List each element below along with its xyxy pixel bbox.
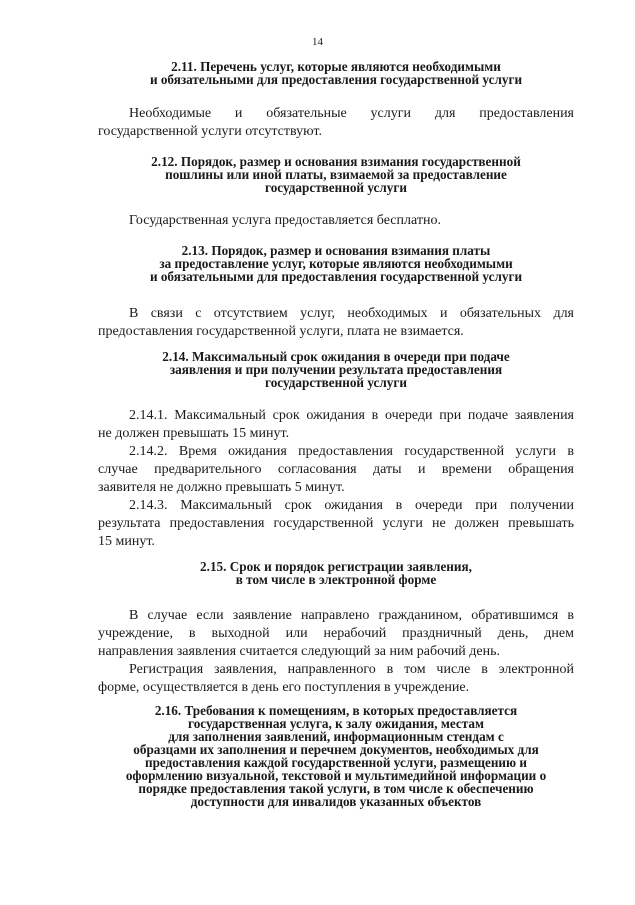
paragraph: В случае если заявление направлено гражданином, обратившимся в учреждение, в выходной или нерабочий праздничный день, днем направления заявления считается следующий за ним рабочий день. — [98, 608, 574, 659]
section-2-13 — [98, 244, 574, 341]
section-2-14 — [98, 350, 574, 551]
paragraph: Государственная услуга предоставляется бесплатно. — [129, 213, 441, 228]
section-2-15 — [98, 560, 574, 697]
page-number: 14 — [312, 36, 323, 48]
section-heading: 2.16. Требования к помещениям, в которых предоставляется государственная услуга, к залу ожидания, местам для заполнения заявлений, информационным стендам с образцами их заполнения и перечнем документов, необходимых для предоставления каждой государственной услуги, размещению и оформлению визуальной, текстовой и мультимедийной информации о порядке предоставления такой услуги, в том числе к обеспечению доступности для инвалидов указанных объектов — [125, 703, 547, 809]
paragraph: 2.14.1. Максимальный срок ожидания в очереди при подаче заявления не должен превышать 15 минут. — [98, 408, 574, 441]
paragraph: В связи с отсутствием услуг, необходимых и обязательных для предоставления государственной услуги, плата не взимается. — [98, 306, 574, 339]
section-2-12 — [98, 155, 574, 230]
section-2-11 — [98, 60, 574, 141]
paragraph: 2.14.2. Время ожидания предоставления государственной услуги в случае предварительного согласования даты и времени обращения заявителя не должно превышать 5 минут. — [98, 444, 574, 495]
section-heading: 2.15. Срок и порядок регистрации заявления, в том числе в электронной форме — [200, 559, 472, 587]
section-heading: 2.13. Порядок, размер и основания взимания платы за предоставление услуг, которые являются необходимыми и обязательными для предоставления государственной услуги — [149, 243, 523, 284]
section-2-16 — [98, 704, 574, 808]
paragraph: Необходимые и обязательные услуги для предоставления государственной услуги отсутствуют. — [98, 106, 574, 139]
section-heading: 2.11. Перечень услуг, которые являются необходимыми и обязательными для предоставления государственной услуги — [149, 59, 523, 87]
paragraph: Регистрация заявления, направленного в том числе в электронной форме, осуществляется в день его поступления в учреждение. — [98, 662, 574, 695]
section-heading: 2.14. Максимальный срок ожидания в очереди при подаче заявления и при получении результата предоставления государственной услуги — [162, 349, 510, 390]
paragraph: 2.14.3. Максимальный срок ожидания в очереди при получении результата предоставления государственной услуги не должен превышать 15 минут. — [98, 498, 574, 549]
section-heading: 2.12. Порядок, размер и основания взимания государственной пошлины или иной платы, взимаемой за предоставление государственной услуги — [151, 154, 521, 195]
